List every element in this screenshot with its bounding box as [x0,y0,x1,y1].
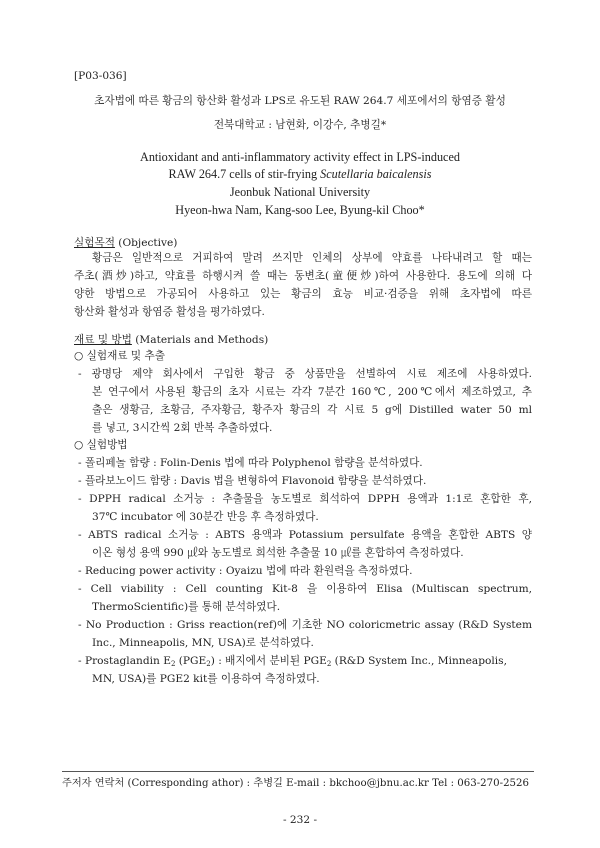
title-english-line2-text: RAW 264.7 cells of stir-frying [168,167,321,181]
method-no-production-line1: - No Production : Griss reaction(ref)에 기초한 NO coloricmetric assay (R&D System [78,619,532,631]
footer-divider [62,771,534,772]
method-pge2-line2: MN, USA)를 PGE2 kit를 이용하여 측정하였다. [92,673,320,685]
method-pge2-line1 [78,654,507,668]
abstract-code: [P03-036] [74,70,127,82]
method-polyphenol: - 폴리페놀 함량 : Folin-Denis 법에 따라 Polyphenol 함량을 분석하였다. [78,457,423,469]
species-name: Scutellaria baicalensis [320,167,432,181]
method-dpph-line2: 37℃ incubator 에 30분간 반응 후 측정하였다. [92,511,319,523]
methods-heading-korean: 재료 및 방법 [74,334,132,346]
page-number: - 232 - [282,814,318,826]
method-cell-viability-line2: ThermoScientific)를 통해 분석하였다. [92,601,281,613]
affiliation-english: Jeonbuk National University [229,185,371,199]
subheading-materials: ○ 실험재료 및 추출 [74,350,165,362]
method-dpph-line1: - DPPH radical 소거능 : 추출물을 농도별로 희석하여 DPPH 용액과 1:1로 혼합한 후, [78,493,532,505]
objective-heading-korean: 실험목적 [74,237,115,249]
authors-english: Hyeon-hwa Nam, Kang-soo Lee, Byung-kil Choo* [175,203,425,217]
objective-heading-english: (Objective) [114,237,178,249]
materials-line-1: - 광명당 제약 회사에서 구입한 황금 중 상품만을 선별하여 시료 제조에 사용하였다. [78,368,532,380]
title-korean: 초자법에 따른 황금의 항산화 활성과 LPS로 유도된 RAW 264.7 세포에서의 항염증 활성 [94,95,506,107]
corresponding-author: 주저자 연락처 (Corresponding athor) : 추병길 E-mail : bkchoo@jbnu.ac.kr Tel : 063-270-2526 [62,778,529,789]
subscript: 2 [206,660,211,668]
objective-heading [74,236,177,250]
method-flavonoid: - 플라보노이드 함량 : Davis 법을 변형하여 Flavonoid 함량을 분석하였다. [78,475,427,487]
authors-korean: 전북대학교 : 남현화, 이강수, 추병길* [213,119,387,131]
method-cell-viability-line1: - Cell viability : Cell counting Kit-8 을 이용하여 Elisa (Multiscan spectrum, [78,583,532,595]
subscript: 2 [170,660,176,668]
objective-line-3: 양한 방법으로 가공되어 사용하고 있는 황금의 효능 비교·검증을 위해 초자법에 따른 [74,288,532,300]
pge2-text-2: (PGE [175,655,207,667]
method-reducing-power: - Reducing power activity : Oyaizu 법에 따라 환원력을 측정하였다. [78,565,413,577]
subscript: 2 [326,660,332,668]
pge2-text-1: - Prostaglandin E [78,655,171,667]
objective-line-2: 주초(酒炒)하고, 약효를 하행시켜 쓸 때는 동변초(童便炒)하여 사용한다. 용도에 의해 다 [74,270,532,282]
methods-heading [74,333,268,347]
method-abts-line1: - ABTS radical 소거능 : ABTS 용액과 Potassium persulfate 용액을 혼합한 ABTS 양 [78,529,532,541]
materials-line-3: 출은 생황금, 초황금, 주자황금, 황주자 황금의 각 시료 5 g에 Distilled water 50 ml [92,404,532,416]
title-english-line2 [0,167,600,181]
subheading-methods: ○ 실험방법 [74,439,128,451]
objective-line-1: 황금은 일반적으로 거피하여 말려 쓰지만 인체의 상부에 약효를 나타내려고 할 때는 [92,252,532,264]
title-english-line1: Antioxidant and anti-inflammatory activity effect in LPS-induced [140,150,460,164]
methods-heading-english: (Materials and Methods) [131,334,269,346]
objective-line-4: 항산화 활성과 항염증 활성을 평가하였다. [74,306,265,318]
pge2-text-4: (R&D System Inc., Minneapolis, [331,655,507,667]
method-abts-line2: 이온 형성 용액 990 ㎕와 농도별로 희석한 추출물 10 ㎕를 혼합하여 측정하였다. [92,547,464,559]
pge2-text-3: ) : 배지에서 분비된 PGE [210,655,327,667]
method-no-production-line2: Inc., Minneapolis, MN, USA)로 분석하였다. [92,637,314,649]
materials-line-4: 를 넣고, 3시간씩 2회 반복 추출하였다. [92,422,273,434]
materials-line-2: 본 연구에서 사용된 황금의 초자 시료는 각각 7분간 160℃, 200℃에서 제조하였고, 추 [92,386,532,398]
